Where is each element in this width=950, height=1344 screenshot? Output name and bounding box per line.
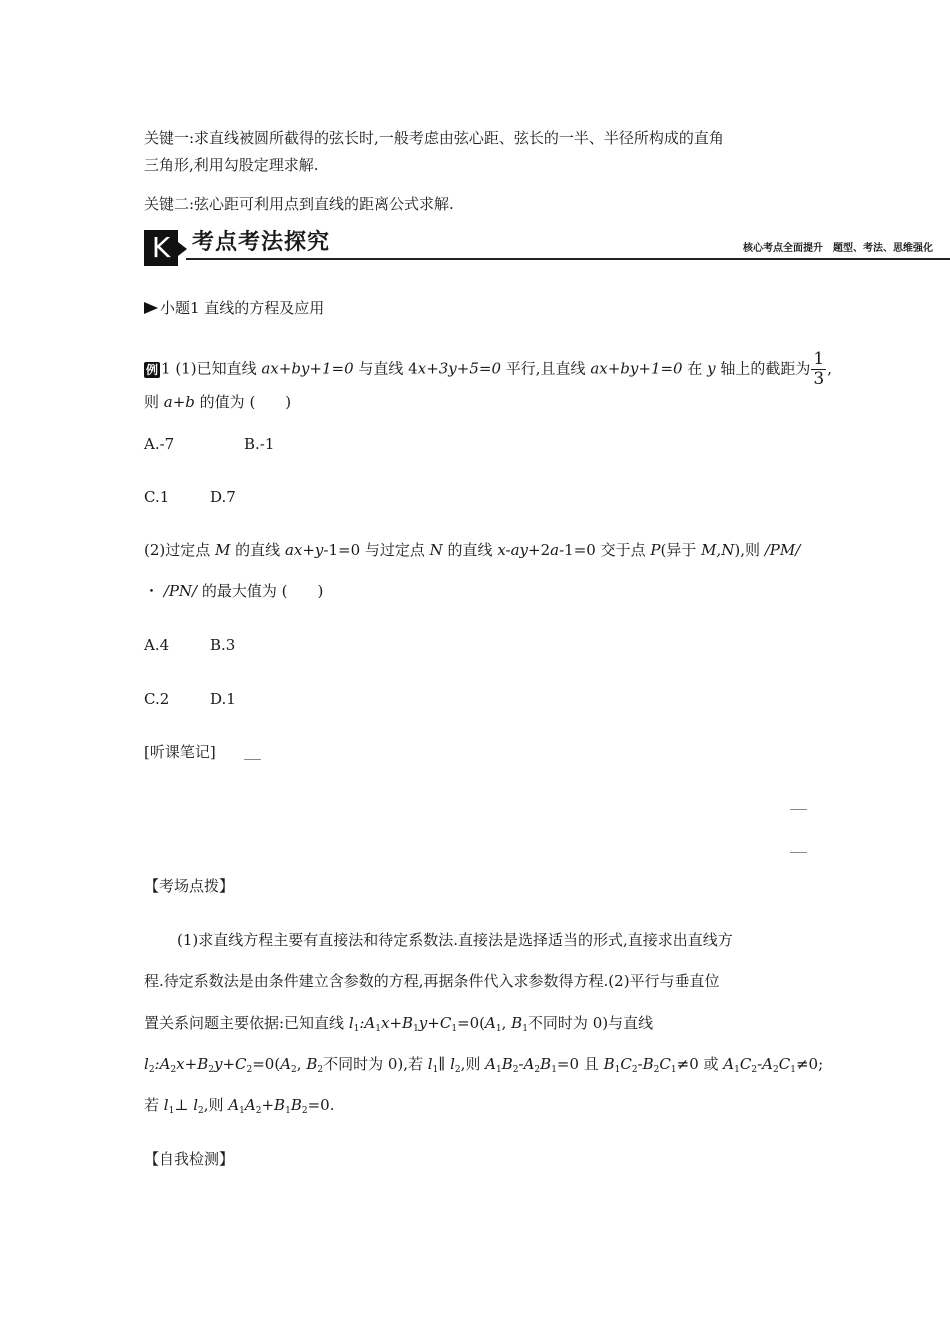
q1-option-c: C.1	[144, 488, 170, 506]
key-point-2: 关键二:弦心距可利用点到直线的距离公式求解.	[144, 195, 454, 213]
example-1-q2-line-2: ・ /PN/ 的最大值为 ( )	[144, 582, 324, 600]
triangle-bullet-icon	[144, 302, 158, 314]
notes-blank-line[interactable]	[790, 852, 807, 853]
notes-blank-line[interactable]	[244, 759, 261, 760]
q2-option-d: D.1	[210, 690, 236, 708]
tips-line-3: 置关系问题主要依据:已知直线 $l_1:A_1x+B_1y+C_1=0(A_1$, $B_1$不同时为 0)与直线	[144, 1014, 654, 1034]
q1-option-a: A.-7	[144, 435, 175, 453]
fraction-one-third: $\frac{1}{3}$	[813, 349, 825, 389]
tips-line-1: (1)求直线方程主要有直接法和待定系数法.直接法是选择适当的形式,直接求出直线方	[177, 931, 733, 949]
example-1-q1-line-1: 例 1 (1)已知直线 ax+by+1=0 与直线 4x+3y+5=0 平行,且直线 ax+by+1=0 在 y 轴上的截距为 $\frac{1}{3}$ ,	[146, 349, 833, 389]
example-1-q2-line-1: (2)过定点 M 的直线 ax+y-1=0 与过定点 N 的直线 x-ay+2a-1=0 交于点 P(异于 M,N),则 /PM/	[144, 541, 801, 559]
key-point-1-line-2: 三角形,利用勾股定理求解.	[144, 156, 319, 174]
example-badge: 例	[146, 362, 159, 377]
q1-option-b: B.-1	[244, 435, 275, 453]
q2-option-c: C.2	[144, 690, 170, 708]
section-rule	[186, 258, 950, 260]
subtopic-label: 小题1 直线的方程及应用	[160, 299, 325, 317]
tips-line-5: 若 $l_1\perp$ $l_2$,则 $A_1A_2+B_1B_2=0$.	[144, 1096, 335, 1116]
q2-option-b: B.3	[210, 636, 236, 654]
section-title: 考点考法探究	[192, 230, 331, 255]
notes-label: [听课笔记]	[144, 743, 216, 761]
tips-heading: 【考场点拨】	[144, 877, 235, 895]
self-check-heading: 【自我检测】	[144, 1150, 235, 1168]
q1-option-d: D.7	[210, 488, 236, 506]
example-1-q1-line-2: 则 a+b 的值为 ( )	[144, 393, 292, 411]
key-point-1-line-1: 关键一:求直线被圆所截得的弦长时,一般考虑由弦心距、弦长的一半、半径所构成的直角	[144, 129, 724, 147]
tips-line-4: $l_2:A_2x+B_2y+C_2=0(A_2$, $B_2$不同时为 0),若 $l_1\parallel$ $l_2$,则 $A_1B_2-A_2B_1=0$ 且 $B_1C_2-B_2C_1\ne 0$ 或 $A_1C_2-A_2C_1\ne 0$;	[144, 1055, 824, 1075]
notes-blank-line[interactable]	[790, 809, 807, 810]
section-tagline: 核心考点全面提升 题型、考法、思维强化	[743, 243, 933, 254]
q2-option-a: A.4	[144, 636, 170, 654]
tips-line-2: 程.待定系数法是由条件建立含参数的方程,再据条件代入求参数得方程.(2)平行与垂直位	[144, 972, 720, 990]
section-k-logo: K	[144, 230, 178, 266]
subtopic-heading	[144, 298, 324, 318]
